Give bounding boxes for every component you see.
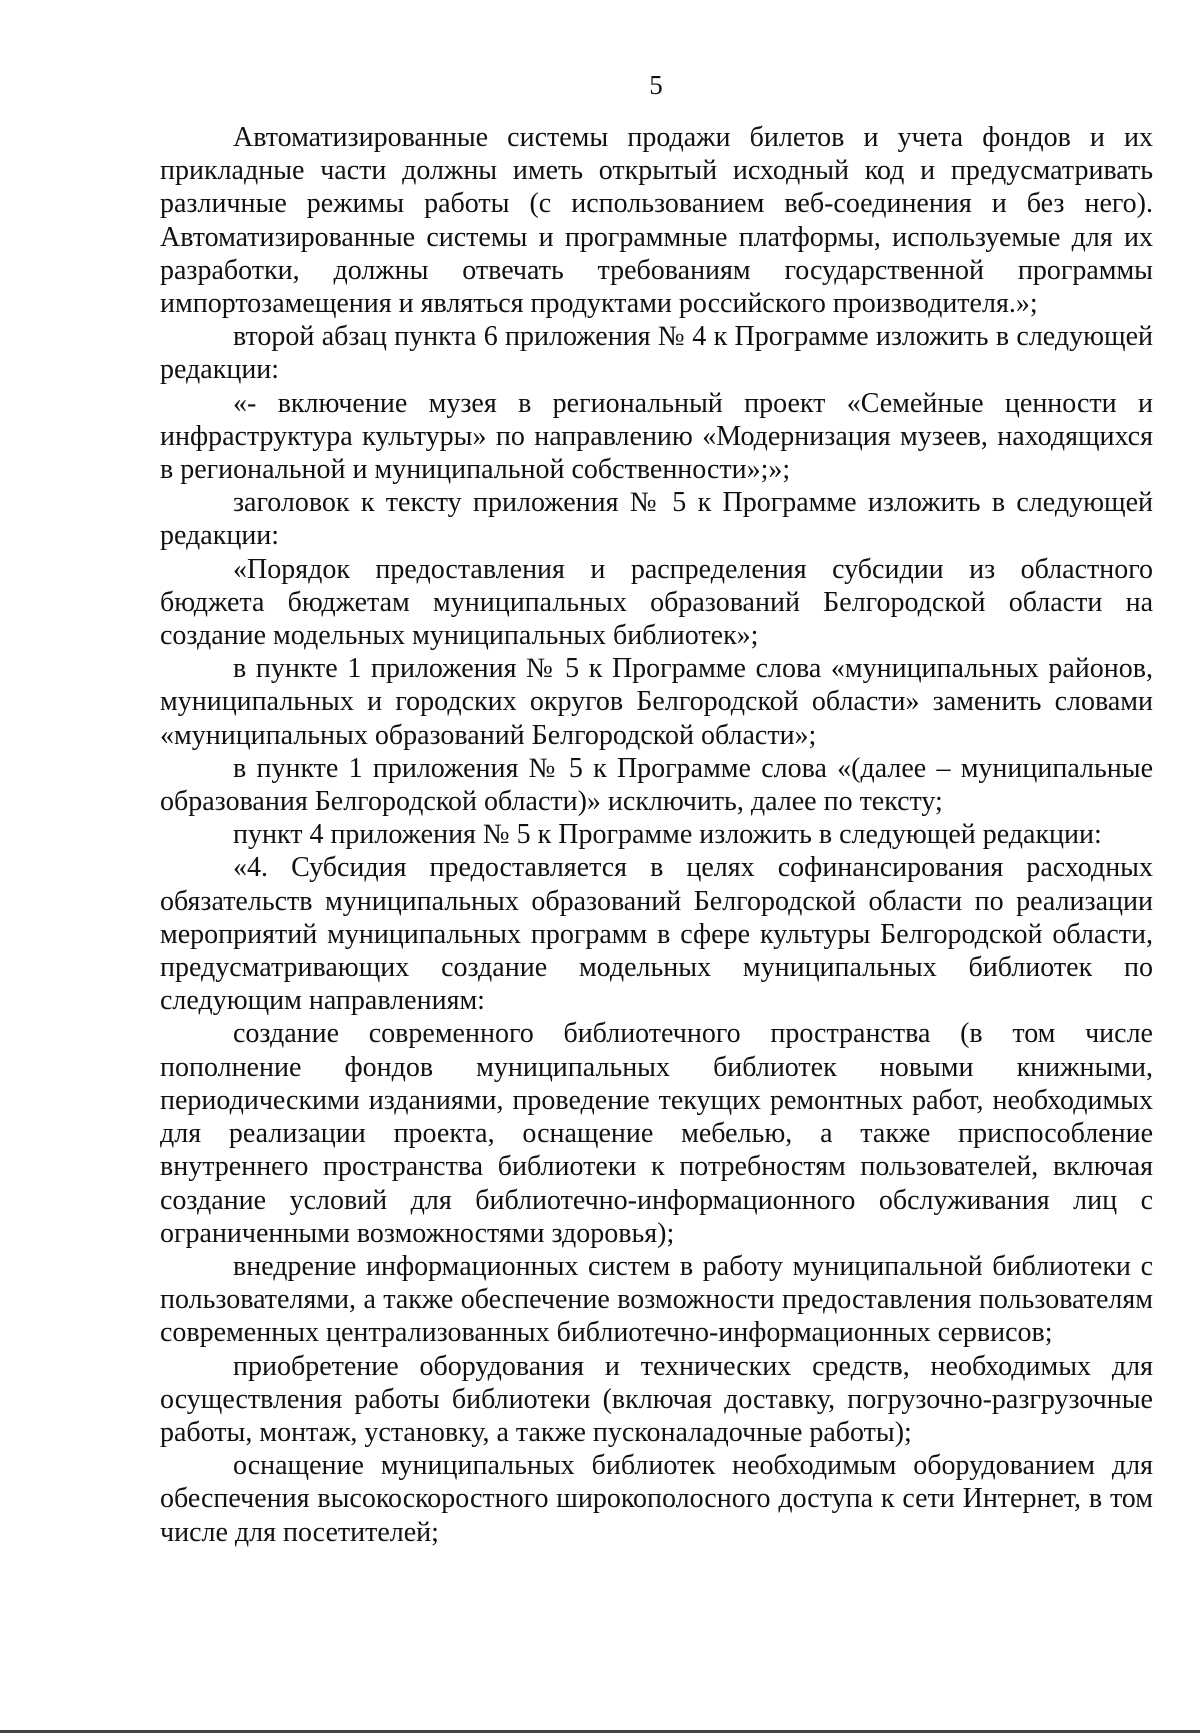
paragraph: «- включение музея в региональный проект «Семейные ценности и инфраструктура культуры» по направлению «Модернизация музеев, находящихся в региональной и муниципальной собственности»;»; <box>160 387 1153 486</box>
paragraph: «4. Субсидия предоставляется в целях софинансирования расходных обязательств муниципальных образований Белгородской области по реализации мероприятий муниципальных программ в сфере культуры Белгородской области, предусматривающих создание модельных муниципальных библиотек по следующим направлениям: <box>160 852 1153 1017</box>
paragraph: создание современного библиотечного пространства (в том числе пополнение фондов муниципальных библиотек новыми книжными, периодическими изданиями, проведение текущих ремонтных работ, необходимых для реализации проекта, оснащение мебелью, а также приспособление внутреннего пространства библиотеки к потребностям пользователей, включая создание условий для библиотечно-информационного обслуживания лиц с ограниченными возможностями здоровья); <box>160 1018 1153 1249</box>
paragraph: «Порядок предоставления и распределения субсидии из областного бюджета бюджетам муниципальных образований Белгородской области на создание модельных муниципальных библиотек»; <box>160 553 1153 652</box>
document-body <box>160 121 1153 1549</box>
paragraph: внедрение информационных систем в работу муниципальной библиотеки с пользователями, а также обеспечение возможности предоставления пользователям современных централизованных библиотечно-информационных сервисов; <box>160 1250 1153 1349</box>
page-bottom-edge <box>0 1730 1200 1733</box>
paragraph: оснащение муниципальных библиотек необходимым оборудованием для обеспечения высокоскоростного широкополосного доступа к сети Интернет, в том числе для посетителей; <box>160 1450 1153 1548</box>
paragraph: в пункте 1 приложения № 5 к Программе слова «(далее – муниципальные образования Белгородской области)» исключить, далее по тексту; <box>160 752 1153 818</box>
paragraph: Автоматизированные системы продажи билетов и учета фондов и их прикладные части должны иметь открытый исходный код и предусматривать различные режимы работы (с использованием веб-соединения и без него). Автоматизированные системы и программные платформы, используемые для их разработки, должны отвечать требованиям государственной программы импортозамещения и являться продуктами российского производителя.»; <box>160 122 1153 320</box>
paragraph: пункт 4 приложения № 5 к Программе изложить в следующей редакции: <box>233 819 1102 851</box>
paragraph: приобретение оборудования и технических средств, необходимых для осуществления работы библиотеки (включая доставку, погрузочно-разгрузочные работы, монтаж, установку, а также пусконаладочные работы); <box>160 1350 1153 1448</box>
paragraph: второй абзац пункта 6 приложения № 4 к Программе изложить в следующей редакции: <box>160 321 1153 386</box>
paragraph: заголовок к тексту приложения № 5 к Программе изложить в следующей редакции: <box>160 487 1153 552</box>
paragraph: в пункте 1 приложения № 5 к Программе слова «муниципальных районов, муниципальных и городских округов Белгородской области» заменить словами «муниципальных образований Белгородской области»; <box>160 653 1153 751</box>
page-number: 5 <box>649 70 663 100</box>
